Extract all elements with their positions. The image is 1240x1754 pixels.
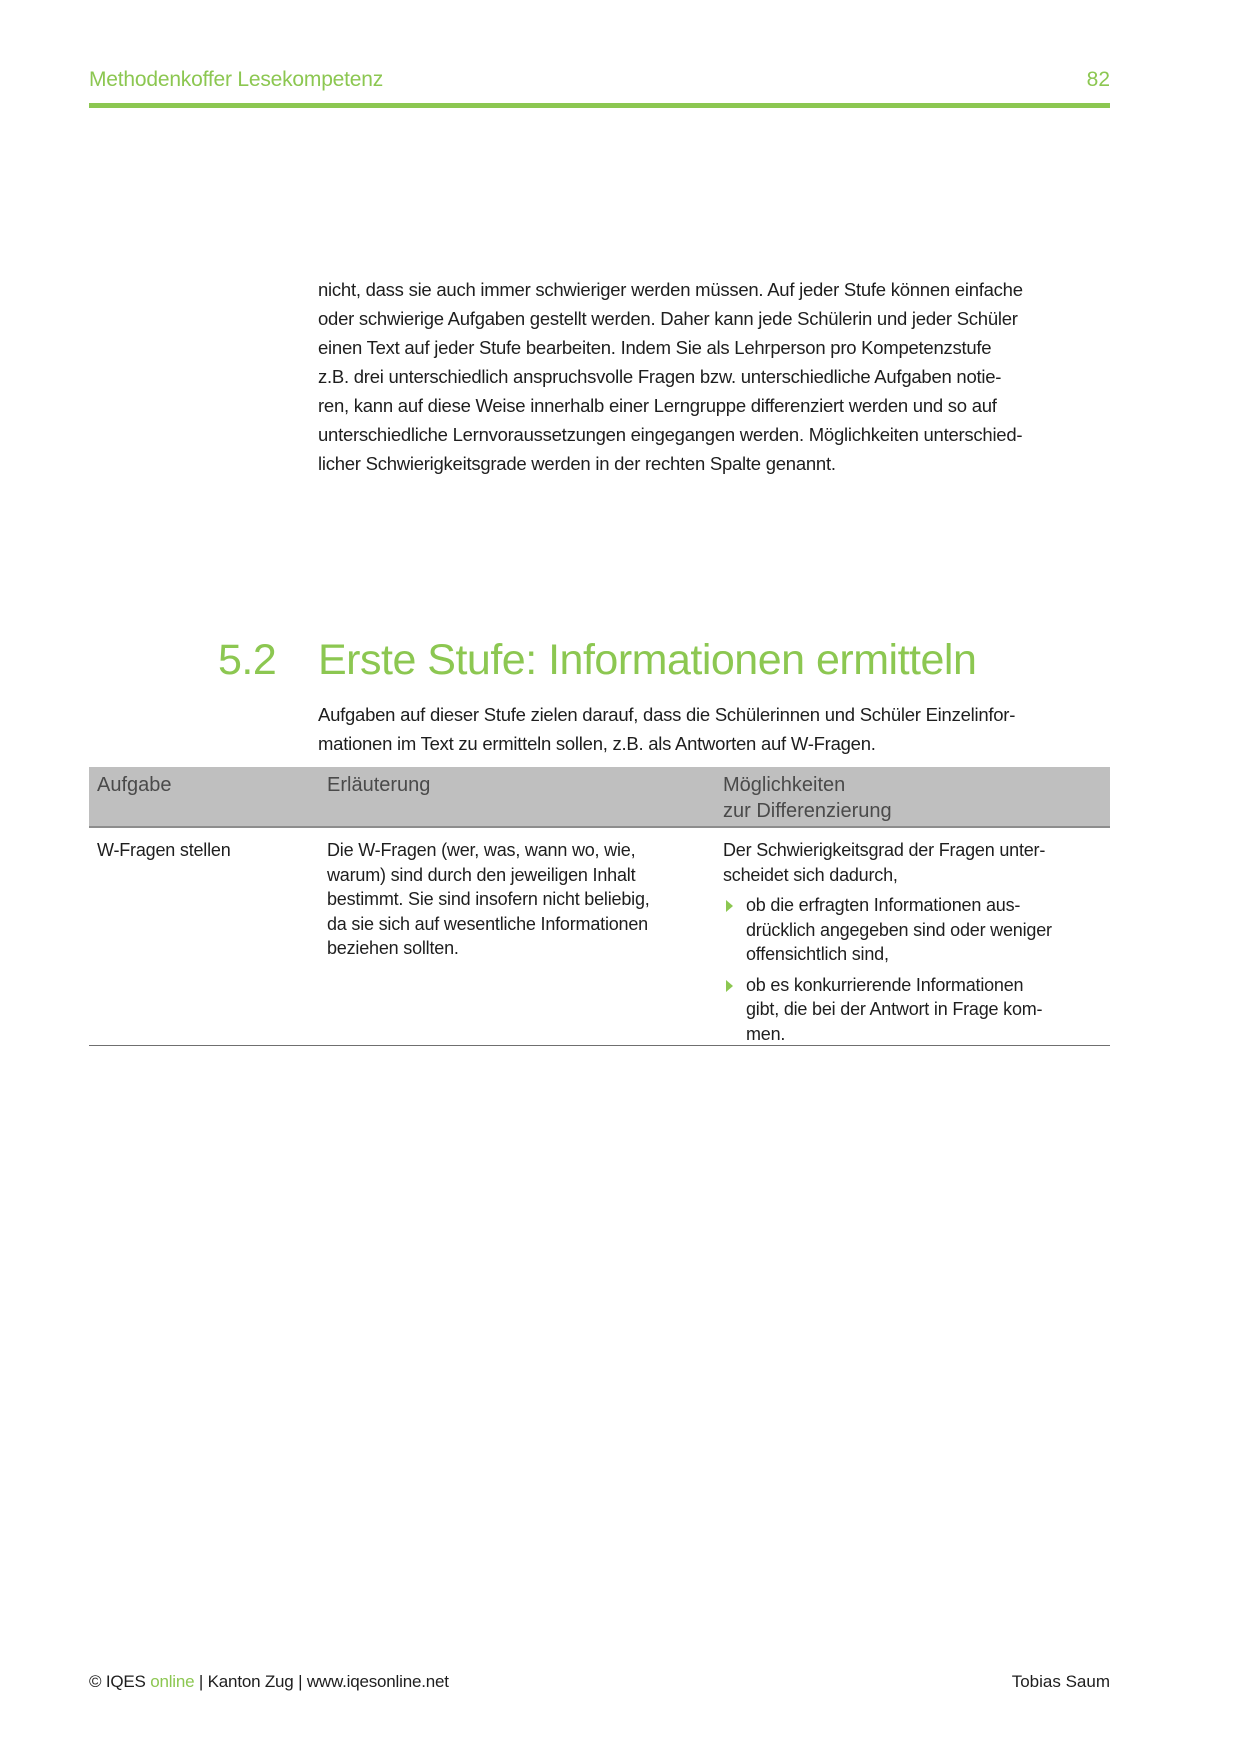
page-number: 82 — [1086, 68, 1110, 91]
bullet-line: men. — [746, 1023, 786, 1044]
header-label: Erläuterung — [327, 774, 431, 796]
paragraph-line: nicht, dass sie auch immer schwieriger werden müssen. Auf jeder Stufe können einfache — [318, 279, 1023, 300]
header-label: Möglichkeiten — [723, 774, 846, 796]
cell-line: da sie sich auf wesentliche Informationen — [327, 913, 648, 934]
paragraph-line: z.B. drei unterschiedlich anspruchsvolle Fragen bzw. unterschiedliche Aufgaben notie- — [318, 366, 1002, 387]
header-differenzierung — [723, 772, 892, 824]
cell-line: warum) sind durch den jeweiligen Inhalt — [327, 864, 636, 885]
cell-differenzierung — [723, 838, 1113, 1046]
intro-line: mationen im Text zu ermitteln sollen, z.B. als Antworten auf W-Fragen. — [318, 733, 876, 754]
bullet-item — [723, 973, 1113, 1047]
section-intro — [318, 700, 1118, 758]
running-header-title: Methodenkoffer Lesekompetenz — [89, 68, 384, 91]
cell-line: Die W-Fragen (wer, was, wann wo, wie, — [327, 840, 636, 860]
triangle-bullet-icon — [726, 900, 733, 912]
section-title: Erste Stufe: Informationen ermitteln — [318, 636, 977, 684]
footer-info: | Kanton Zug | www.iqesonline.net — [194, 1672, 449, 1691]
cell-line: scheidet sich dadurch, — [723, 864, 898, 885]
body-paragraph — [318, 275, 1118, 478]
paragraph-line: unterschiedliche Lernvoraussetzungen eingegangen werden. Möglichkeiten unterschied- — [318, 424, 1023, 445]
bullet-line: ob die erfragten Informationen aus- — [746, 895, 1021, 915]
triangle-bullet-icon — [726, 980, 733, 992]
intro-line: Aufgaben auf dieser Stufe zielen darauf, dass die Schülerinnen und Schüler Einzelinfor- — [318, 704, 1016, 725]
paragraph-line: einen Text auf jeder Stufe bearbeiten. Indem Sie als Lehrperson pro Kompetenzstufe — [318, 337, 992, 358]
paragraph-line: licher Schwierigkeitsgrade werden in der rechten Spalte genannt. — [318, 453, 836, 474]
header-rule — [89, 103, 1110, 108]
bullet-line: offensichtlich sind, — [746, 944, 889, 964]
paragraph-line: oder schwierige Aufgaben gestellt werden. Daher kann jede Schülerin und jeder Schüler — [318, 308, 1018, 329]
footer-copyright — [89, 1672, 449, 1692]
cell-line: Der Schwierigkeitsgrad der Fragen unter- — [723, 840, 1046, 860]
header-erlaeuterung — [327, 772, 430, 798]
bullet-line: drücklich angegeben sind oder weniger — [746, 919, 1052, 940]
cell-aufgabe: W-Fragen stellen — [97, 840, 231, 860]
table-header — [89, 767, 1110, 828]
footer-online: online — [150, 1672, 195, 1691]
cell-line: beziehen sollten. — [327, 938, 459, 958]
cell-line: bestimmt. Sie sind insofern nicht beliebig, — [327, 889, 650, 909]
paragraph-line: ren, kann auf diese Weise innerhalb einer Lerngruppe differenziert werden und so auf — [318, 395, 997, 416]
bullet-line: gibt, die bei der Antwort in Frage kom- — [746, 999, 1043, 1019]
method-table — [89, 767, 1110, 1046]
section-number: 5.2 — [218, 636, 277, 684]
cell-erlaeuterung — [327, 838, 707, 961]
header-aufgabe — [97, 772, 172, 798]
footer-author: Tobias Saum — [1011, 1672, 1110, 1691]
header-label: zur Differenzierung — [723, 800, 892, 822]
bullet-line: ob es konkurrierende Informationen — [746, 974, 1024, 995]
footer-brand: © IQES — [89, 1672, 146, 1691]
table-row — [89, 828, 1110, 1046]
bullet-item — [723, 893, 1113, 967]
header-label: Aufgabe — [97, 774, 172, 796]
